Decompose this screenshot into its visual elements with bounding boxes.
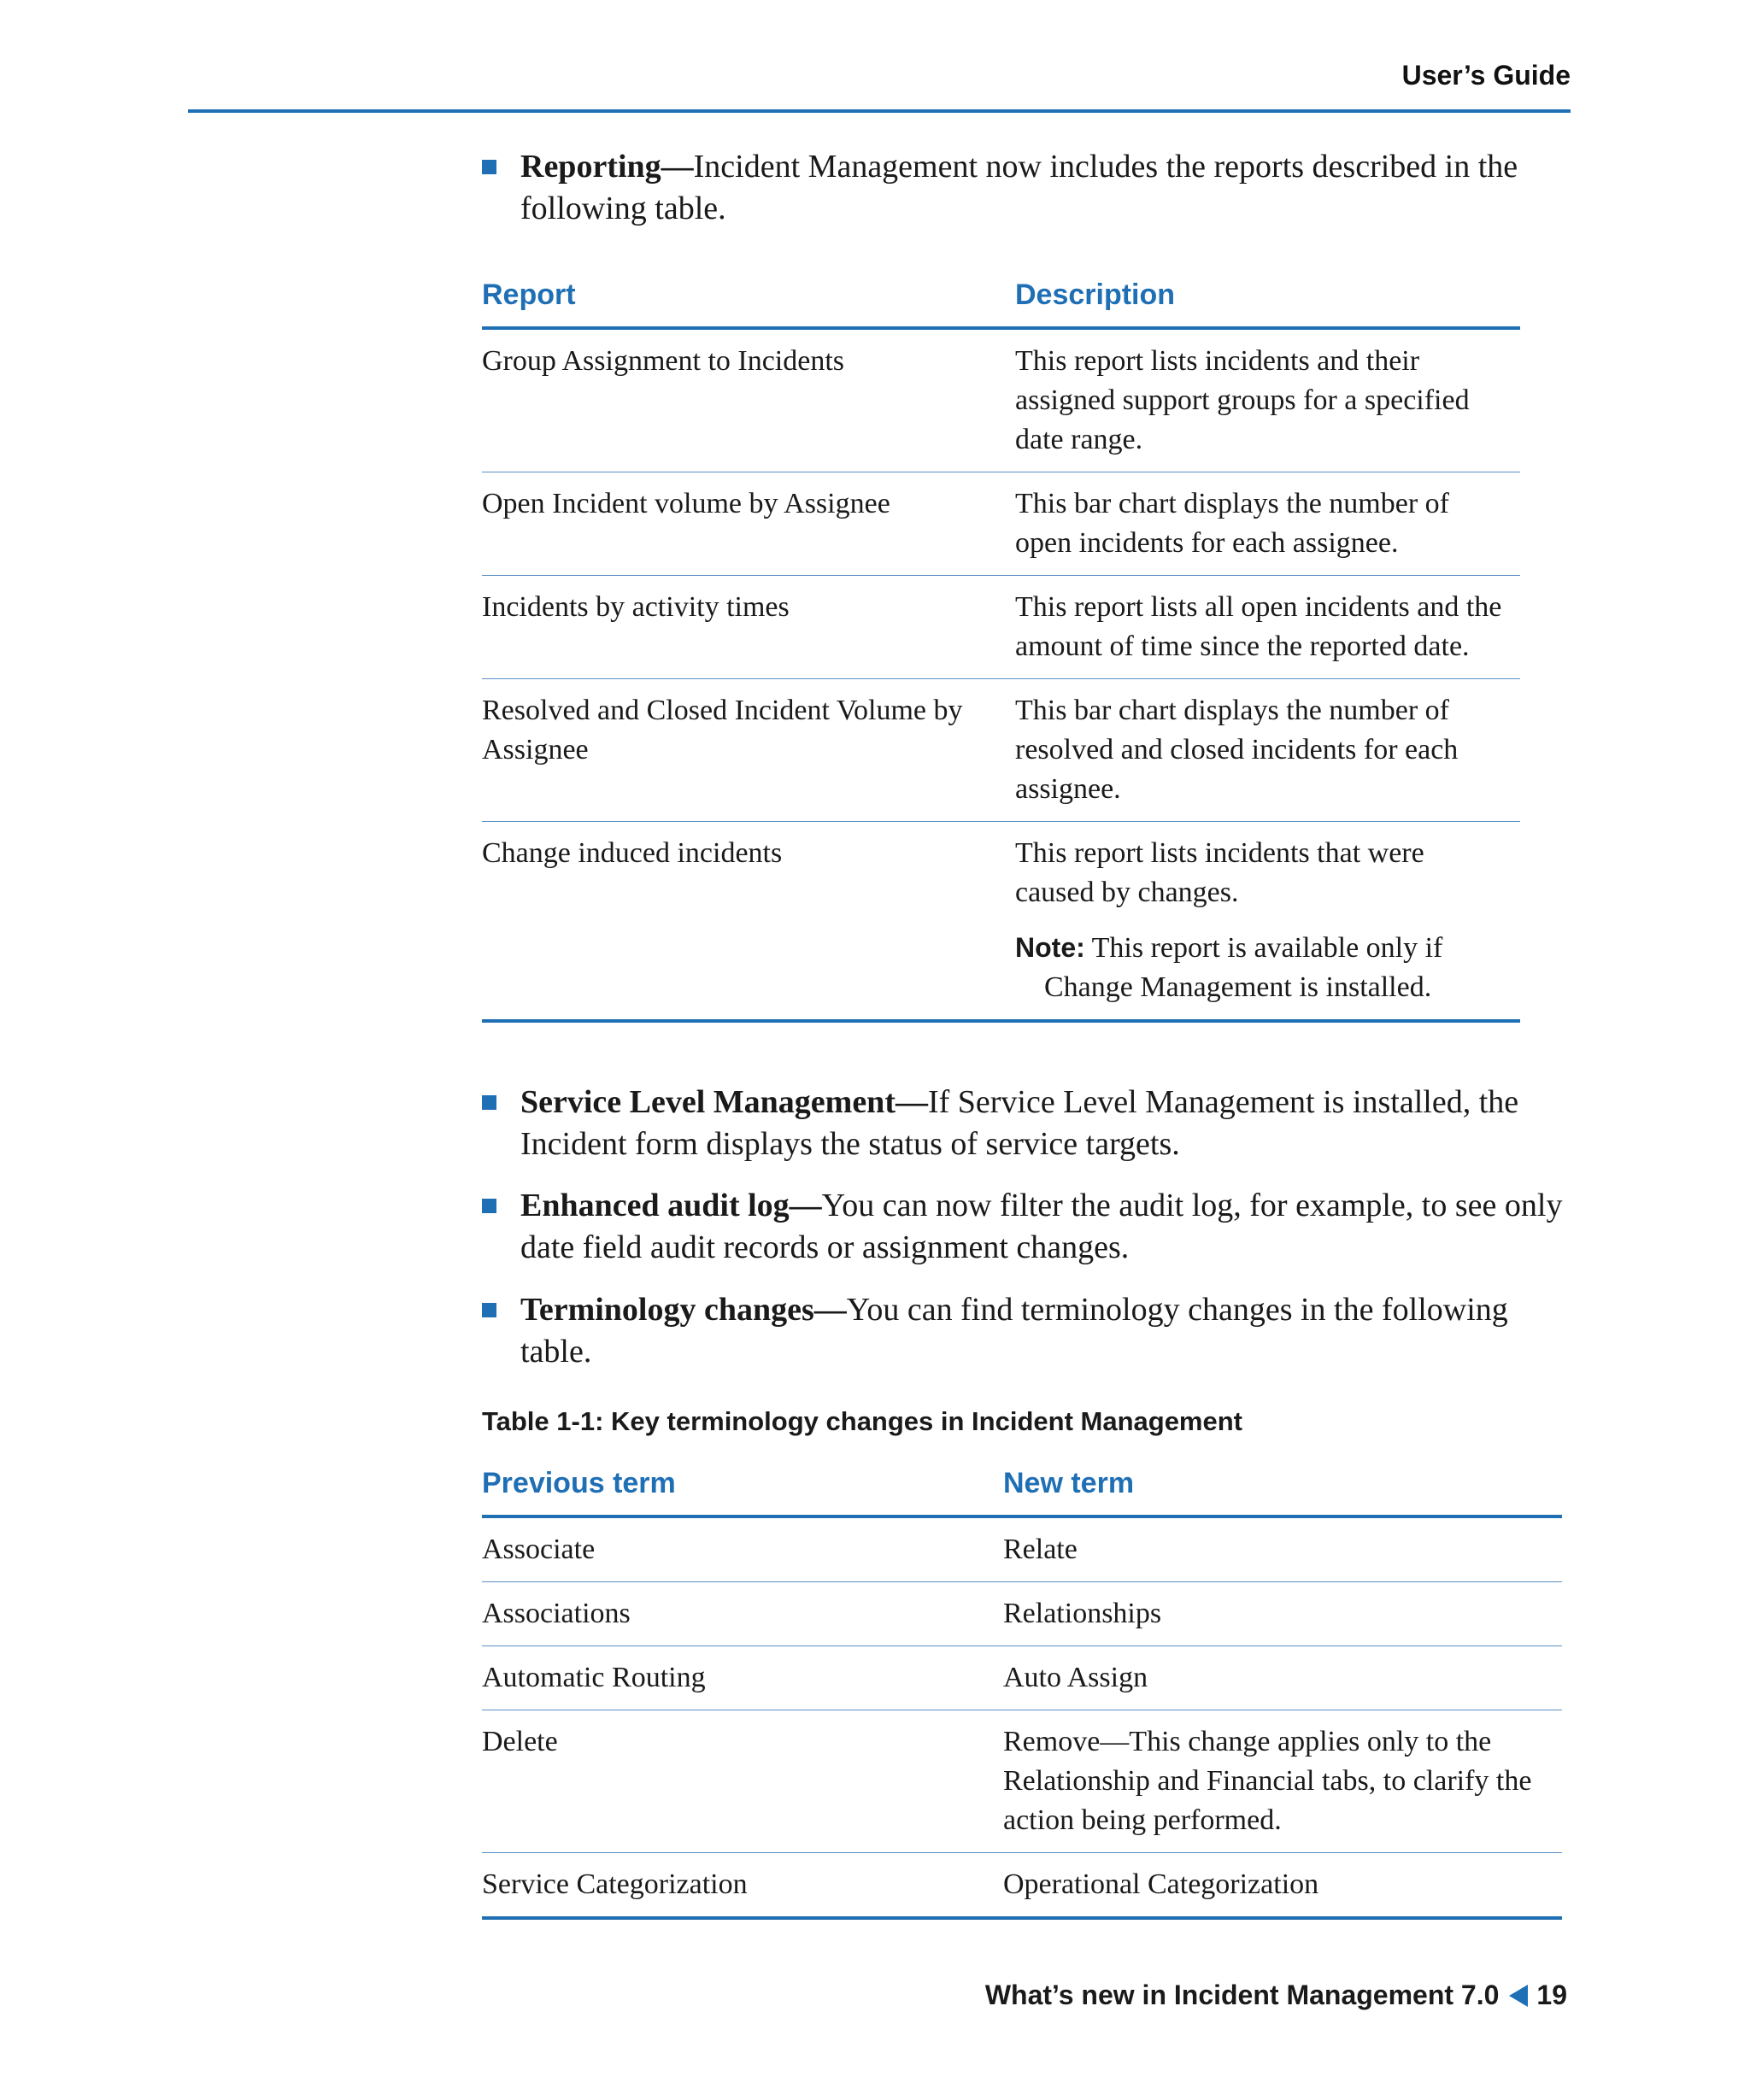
new-term: Auto Assign: [1003, 1646, 1562, 1710]
report-description: This report lists all open incidents and the amount of time since the reported date.: [1015, 576, 1520, 679]
new-term: Relate: [1003, 1516, 1562, 1582]
report-name: Change induced incidents: [482, 822, 1015, 1022]
report-name: Incidents by activity times: [482, 576, 1015, 679]
page-footer: [985, 1980, 1567, 2011]
bullet-text: If Service Level Management is installed, the Incident form displays the status of service targets.: [520, 1084, 1519, 1162]
report-name: Group Assignment to Incidents: [482, 328, 1015, 472]
new-term: Relationships: [1003, 1582, 1562, 1646]
column-header-previous-term: Previous term: [482, 1464, 1003, 1516]
bullet-text: You can now filter the audit log, for example, to see only date field audit records or assignment changes.: [520, 1188, 1563, 1265]
table-row: [482, 1582, 1562, 1646]
table-row: [482, 472, 1520, 576]
note-text-continued: Change Management is installed.: [1044, 971, 1432, 1003]
terminology-table: [482, 1464, 1562, 1920]
triangle-left-icon: [1509, 1985, 1528, 2007]
header-rule: [188, 109, 1571, 113]
table-row: [482, 1710, 1562, 1853]
table-row: [482, 1646, 1562, 1710]
bullet-square-icon: [482, 1199, 496, 1213]
previous-term: Delete: [482, 1710, 1003, 1853]
footer-section-title: What’s new in Incident Management 7.0: [984, 1980, 1500, 2010]
previous-term: Service Categorization: [482, 1853, 1003, 1919]
bullet-square-icon: [482, 1303, 496, 1317]
table-row: [482, 822, 1520, 1022]
previous-term: Automatic Routing: [482, 1646, 1003, 1710]
note: [1015, 928, 1503, 1007]
new-term: Operational Categorization: [1003, 1853, 1562, 1919]
previous-term: Associate: [482, 1516, 1003, 1582]
table-row: [482, 1853, 1562, 1919]
report-name: Resolved and Closed Incident Volume by Assignee: [482, 679, 1015, 822]
note-text: This report is available only if: [1084, 932, 1443, 964]
note-label: Note:: [1015, 932, 1085, 963]
bullet-text: Incident Management now includes the reports described in the following table.: [520, 149, 1518, 226]
table-caption: Table 1-1: Key terminology changes in Incident Management: [482, 1406, 1242, 1436]
running-header-title: User’s Guide: [1401, 60, 1571, 91]
bullet-terminology-changes: [482, 1289, 1567, 1373]
previous-term: Associations: [482, 1582, 1003, 1646]
column-header-new-term: New term: [1003, 1464, 1562, 1516]
page-number: 19: [1536, 1980, 1567, 2010]
table-row: [482, 328, 1520, 472]
report-description: This bar chart displays the number of resolved and closed incidents for each assignee.: [1015, 679, 1520, 822]
bullet-service-level-management: [482, 1082, 1567, 1165]
table-row: [482, 1516, 1562, 1582]
column-header-report: Report: [482, 275, 1015, 328]
report-description: This bar chart displays the number of open incidents for each assignee.: [1015, 472, 1520, 576]
bullet-enhanced-audit-log: [482, 1185, 1567, 1269]
report-description-cell: [1015, 822, 1520, 1022]
bullet-text: You can find terminology changes in the following table.: [520, 1292, 1508, 1370]
bullet-term: Terminology changes—: [520, 1292, 847, 1328]
table-row: [482, 576, 1520, 679]
report-description: This report lists incidents and their assigned support groups for a specified date range.: [1015, 328, 1520, 472]
table-header-row: [482, 275, 1520, 328]
report-description: This report lists incidents that were caused by changes.: [1015, 837, 1424, 908]
bullet-square-icon: [482, 1095, 496, 1110]
reports-table: [482, 275, 1520, 1023]
report-name: Open Incident volume by Assignee: [482, 472, 1015, 576]
bullet-term: Reporting—: [520, 149, 694, 185]
bullet-term: Service Level Management—: [520, 1084, 928, 1120]
table-header-row: [482, 1464, 1562, 1516]
bullet-term: Enhanced audit log—: [520, 1188, 822, 1223]
table-row: [482, 679, 1520, 822]
bullet-reporting: [482, 146, 1567, 230]
column-header-description: Description: [1015, 275, 1520, 328]
bullet-square-icon: [482, 160, 496, 174]
new-term: Remove—This change applies only to the Relationship and Financial tabs, to clarify the action being performed.: [1003, 1710, 1562, 1853]
